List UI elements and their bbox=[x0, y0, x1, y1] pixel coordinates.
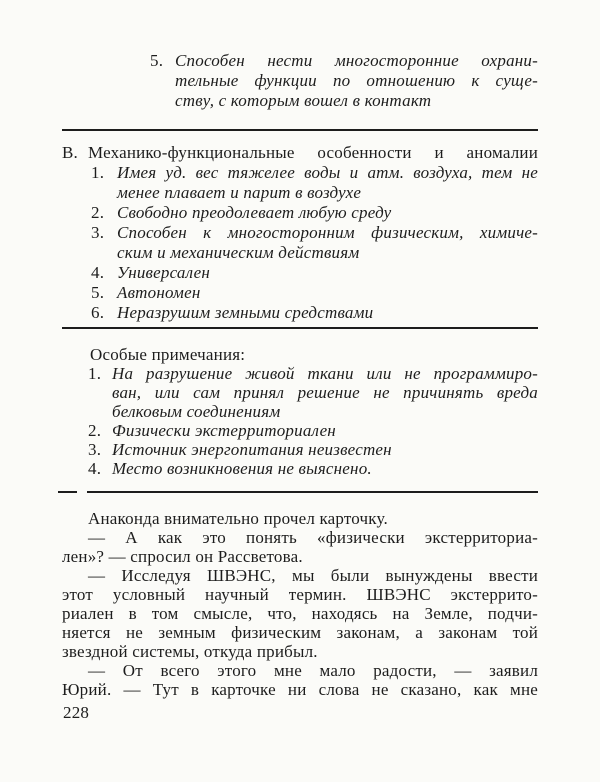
text-line: ским и механическим действиям bbox=[117, 243, 360, 262]
notes-title: Особые примечания: bbox=[90, 345, 246, 364]
item-text-lines bbox=[117, 163, 538, 203]
item-text-lines bbox=[112, 364, 538, 421]
section-b-heading bbox=[62, 143, 538, 163]
text-line: Имея уд. вес тяжелее воды и атм. воздуха, тем не bbox=[117, 163, 538, 182]
item-text-lines bbox=[112, 421, 538, 440]
paragraph bbox=[62, 528, 538, 566]
text-line: Универсален bbox=[117, 263, 210, 282]
list-item bbox=[62, 283, 538, 303]
text-line: — Исследуя ШВЭНС, мы были вынуждены ввести bbox=[88, 566, 538, 585]
list-item bbox=[62, 303, 538, 323]
item-text-lines bbox=[117, 203, 538, 223]
text-line: этот условный научный термин. ШВЭНС экстеррито- bbox=[62, 585, 538, 604]
text-line: Физически экстерриториален bbox=[112, 421, 336, 440]
text-line: Способен нести многосторонние охрани- bbox=[175, 51, 538, 70]
section-divider-rule-1 bbox=[62, 129, 538, 131]
text-line: риален в том смысле, что, находясь на Земле, подчи- bbox=[62, 604, 538, 623]
item-number: 4. bbox=[91, 263, 105, 282]
outline-item-row bbox=[150, 51, 538, 111]
text-line: Автономен bbox=[117, 283, 201, 302]
text-line: Место возникновения не выяснено. bbox=[112, 459, 372, 478]
text-line: тельные функции по отношению к суще- bbox=[175, 71, 538, 90]
paragraph bbox=[62, 661, 538, 699]
list-item bbox=[62, 421, 538, 440]
item-number: 4. bbox=[88, 459, 102, 478]
item-number: 1. bbox=[91, 163, 105, 182]
item-number: 2. bbox=[88, 421, 102, 440]
item-number: 1. bbox=[88, 364, 102, 383]
item-text-lines bbox=[117, 303, 538, 323]
list-item bbox=[62, 223, 538, 263]
list-item bbox=[62, 440, 538, 459]
text-line: — А как это понять «физически экстерриториа- bbox=[88, 528, 538, 547]
outline-item-5 bbox=[62, 51, 538, 111]
list-item bbox=[62, 364, 538, 421]
item-number: 5. bbox=[150, 51, 164, 70]
item-number: 3. bbox=[91, 223, 105, 242]
paragraph bbox=[62, 509, 538, 528]
text-line: — От всего этого мне мало радости, — заявил bbox=[88, 661, 538, 680]
section-label: В. bbox=[62, 143, 78, 162]
text-line: белковым соединениям bbox=[112, 402, 281, 421]
page-number: 228 bbox=[63, 703, 90, 722]
text-line: няется не земным физическим законам, а законам той bbox=[62, 623, 538, 642]
divider-long-rule bbox=[87, 491, 538, 493]
item-number: 3. bbox=[88, 440, 102, 459]
item-number: 5. bbox=[91, 283, 105, 302]
text-line: менее плавает и парит в воздухе bbox=[117, 183, 362, 202]
section-title: Механико-функциональные особенности и аномалии bbox=[88, 143, 538, 162]
paragraph bbox=[62, 566, 538, 661]
text-line: Способен к многосторонним физическим, химиче- bbox=[117, 223, 538, 242]
item-text-lines bbox=[112, 440, 538, 459]
text-line: Источник энергопитания неизвестен bbox=[112, 440, 392, 459]
special-notes-section bbox=[62, 345, 538, 478]
text-line: Юрий. — Тут в карточке ни слова не сказано, как мне bbox=[62, 680, 538, 699]
item-text-lines bbox=[117, 283, 538, 303]
item-text-lines bbox=[175, 51, 538, 111]
text-line: ван, или сам принял решение не причинять вреда bbox=[112, 383, 538, 402]
item-text-lines bbox=[117, 223, 538, 263]
text-line: На разрушение живой ткани или не программиро- bbox=[112, 364, 538, 383]
text-line: Свободно преодолевает любую среду bbox=[117, 203, 392, 222]
section-divider-rule-2 bbox=[62, 327, 538, 329]
section-b bbox=[62, 143, 538, 323]
item-number: 6. bbox=[91, 303, 105, 322]
text-line: Неразрушим земными средствами bbox=[117, 303, 374, 322]
text-line: ству, с которым вошел в контакт bbox=[175, 91, 432, 110]
text-line: Анаконда внимательно прочел карточку. bbox=[88, 509, 388, 528]
item-number: 2. bbox=[91, 203, 105, 222]
list-item bbox=[62, 263, 538, 283]
item-text-lines bbox=[117, 263, 538, 283]
narrative-text bbox=[62, 509, 538, 699]
section-divider-rule-3 bbox=[58, 490, 538, 493]
text-line: звездной системы, откуда прибыл. bbox=[62, 642, 318, 661]
list-item bbox=[62, 459, 538, 478]
divider-short-dash bbox=[58, 491, 77, 493]
text-line: лен»? — спросил он Рассветова. bbox=[62, 547, 303, 566]
list-item bbox=[62, 163, 538, 203]
item-text-lines bbox=[112, 459, 538, 478]
list-item bbox=[62, 203, 538, 223]
